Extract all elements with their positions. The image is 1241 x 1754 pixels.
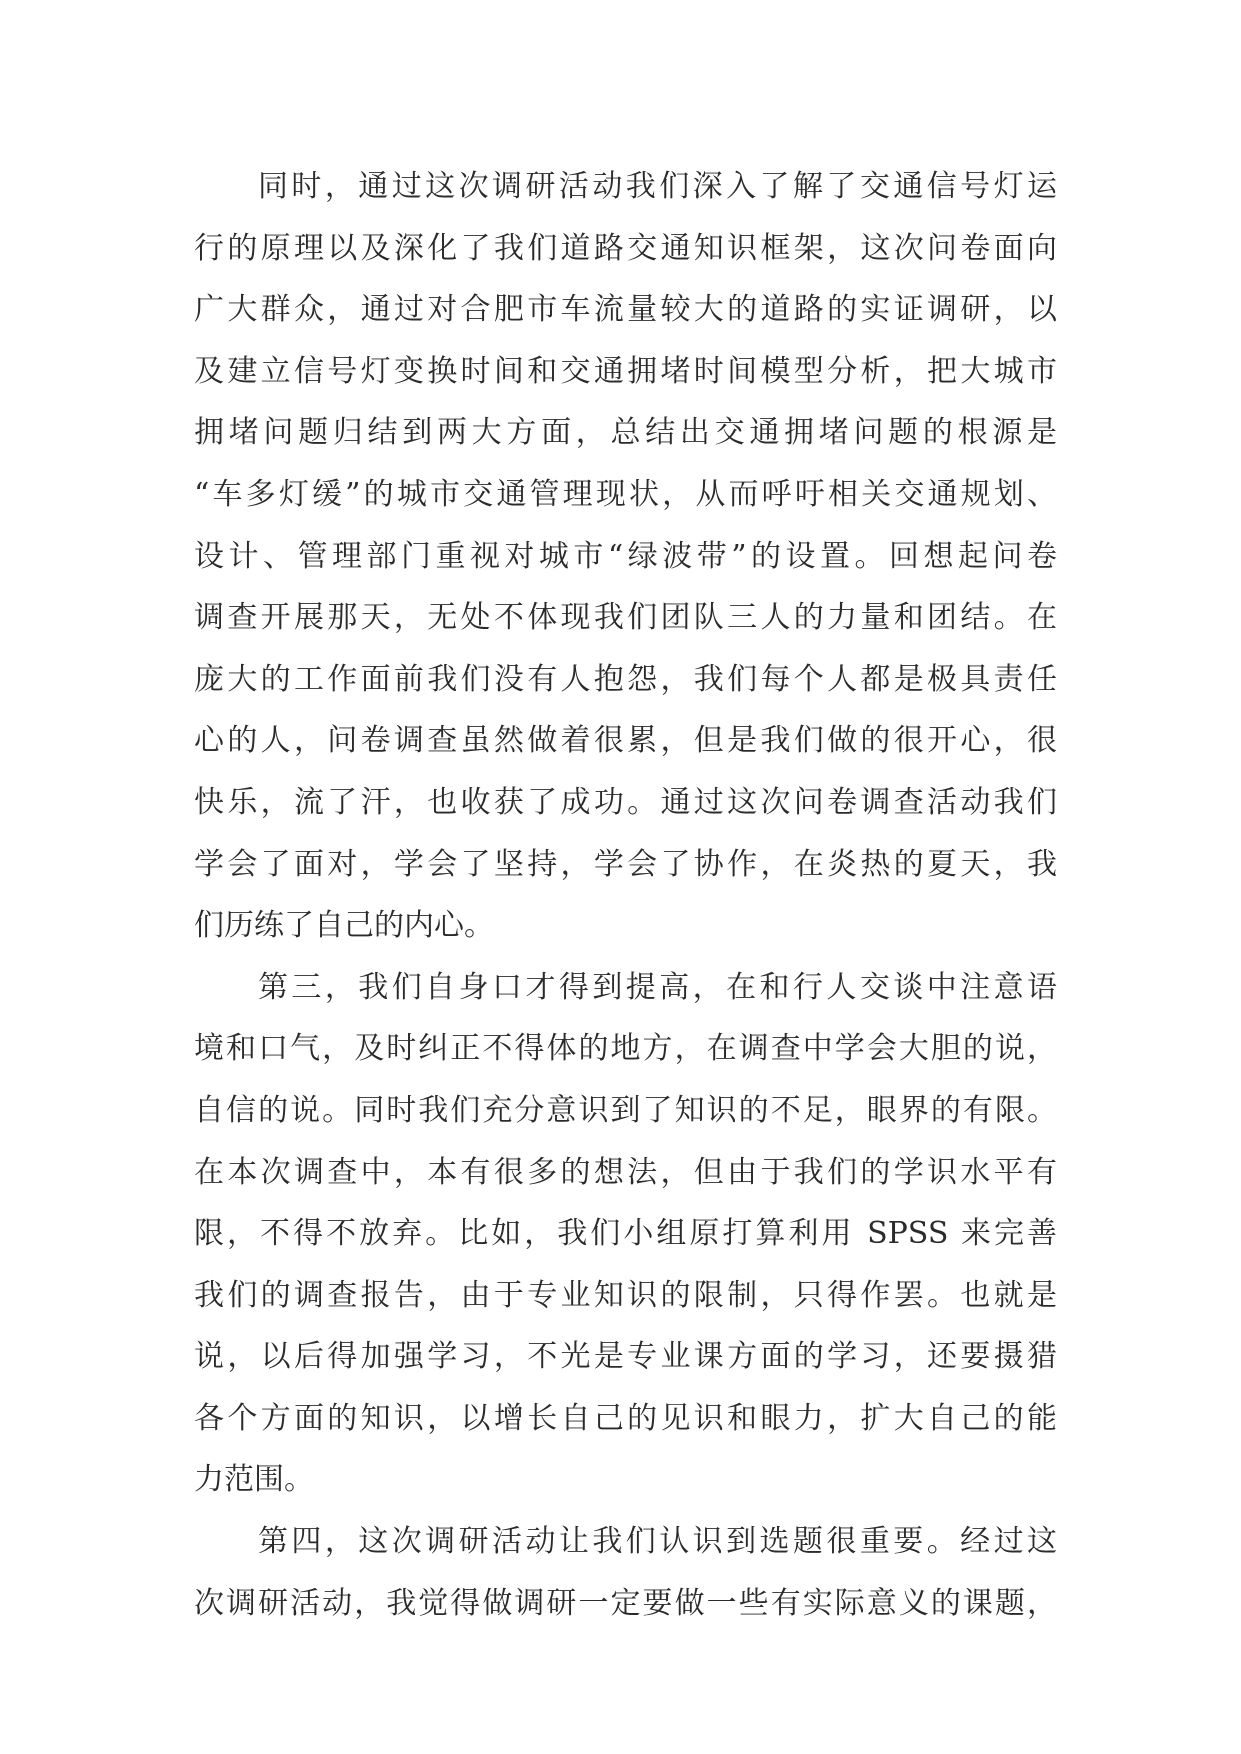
paragraph-line: 快乐，流了汗，也收获了成功。通过这次问卷调查活动我们: [194, 784, 1057, 820]
paragraph-line: 广大群众，通过对合肥市车流量较大的道路的实证调研，以: [194, 292, 1057, 328]
paragraph-line: 自信的说。同时我们充分意识到了知识的不足，眼界的有限。: [194, 1092, 1057, 1128]
paragraph-1: [194, 156, 1057, 957]
paragraph-2: [194, 957, 1057, 1511]
paragraph-line: 限，不得不放弃。比如，我们小组原打算利用 SPSS 来完善: [194, 1216, 1057, 1252]
paragraph-line: 及建立信号灯变换时间和交通拥堵时间模型分析，把大城市: [194, 353, 1057, 389]
paragraph-line: 说，以后得加强学习，不光是专业课方面的学习，还要摄猎: [194, 1339, 1057, 1375]
paragraph-line: 行的原理以及深化了我们道路交通知识框架，这次问卷面向: [194, 230, 1057, 266]
paragraph-line: 庞大的工作面前我们没有人抱怨，我们每个人都是极具责任: [194, 661, 1057, 697]
paragraph-line: 调查开展那天，无处不体现我们团队三人的力量和团结。在: [194, 600, 1057, 636]
paragraph-line: “车多灯缓”的城市交通管理现状，从而呼吁相关交通规划、: [194, 476, 1057, 512]
paragraph-line: 力范围。: [194, 1462, 314, 1498]
paragraph-line: 设计、管理部门重视对城市“绿波带”的设置。回想起问卷: [194, 538, 1057, 574]
paragraph-line: 境和口气，及时纠正不得体的地方，在调查中学会大胆的说，: [194, 1031, 1057, 1067]
paragraph-line: 们历练了自己的内心。: [194, 908, 494, 944]
paragraph-line: 我们的调查报告，由于专业知识的限制，只得作罢。也就是: [194, 1277, 1057, 1313]
paragraph-3: [194, 1511, 1057, 1634]
paragraph-line: 同时，通过这次调研活动我们深入了解了交通信号灯运: [258, 169, 1057, 204]
paragraph-line: 各个方面的知识，以增长自己的见识和眼力，扩大自己的能: [194, 1400, 1057, 1436]
document-body: [194, 156, 1057, 1634]
paragraph-line: 第三，我们自身口才得到提高，在和行人交谈中注意语: [258, 969, 1057, 1005]
paragraph-line: 拥堵问题归结到两大方面，总结出交通拥堵问题的根源是: [194, 415, 1057, 451]
paragraph-line: 心的人，问卷调查虽然做着很累，但是我们做的很开心，很: [194, 723, 1057, 759]
paragraph-line: 在本次调查中，本有很多的想法，但由于我们的学识水平有: [194, 1154, 1057, 1190]
paragraph-line: 学会了面对，学会了坚持，学会了协作，在炎热的夏天，我: [194, 846, 1057, 882]
paragraph-line: 第四，这次调研活动让我们认识到选题很重要。经过这: [258, 1524, 1057, 1560]
paragraph-line: 次调研活动，我觉得做调研一定要做一些有实际意义的课题，: [194, 1585, 1057, 1621]
